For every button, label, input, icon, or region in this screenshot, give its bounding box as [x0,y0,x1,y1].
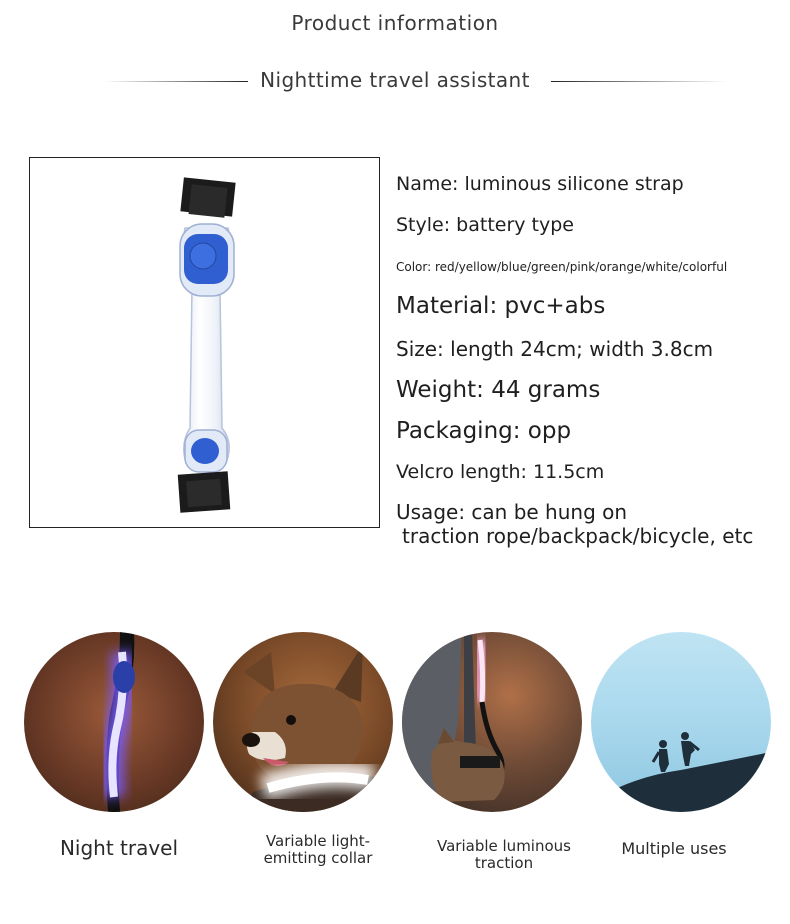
top-velcro-band [180,177,235,217]
page-title: Product information [291,11,499,35]
caption-multiple-uses: Multiple uses [621,839,727,858]
bottom-led-module [185,430,227,472]
spec-weight: Weight: 44 grams [396,377,601,403]
use-night-travel-image [24,632,204,812]
spec-usage-line1: Usage: can be hung on [396,500,628,524]
caption-light-collar-line1: Variable light- [265,832,371,850]
use-multiple-image [591,632,771,812]
spec-velcro-length: Velcro length: 11.5cm [396,461,605,483]
divider-right [551,81,727,82]
spec-style: Style: battery type [396,214,574,236]
hikers-silhouette-icon [591,632,771,812]
caption-luminous-traction-line1: Variable luminous [437,837,571,855]
page-subtitle: Nighttime travel assistant [260,68,530,92]
caption-luminous-traction-line2: traction [474,854,534,872]
caption-night-travel: Night travel [59,836,179,860]
top-led-module [180,224,234,296]
bottom-velcro-band [178,471,231,512]
product-image [29,157,380,528]
glowing-strap-icon [24,632,204,812]
caption-light-collar-line2: emitting collar [263,849,373,867]
dog-with-glowing-collar-icon [213,632,393,812]
spec-color: Color: red/yellow/blue/green/pink/orange/white/colorful [396,260,728,274]
use-leash-image [402,632,582,812]
spec-usage-line2: traction rope/backpack/bicycle, etc [402,524,754,548]
spec-material: Material: pvc+abs [396,293,606,319]
dog-on-glowing-leash-icon [402,632,582,812]
subtitle-row [0,68,790,96]
spec-name: Name: luminous silicone strap [396,173,684,195]
caption-light-collar [223,833,413,867]
caption-luminous-traction [409,838,599,872]
spec-size: Size: length 24cm; width 3.8cm [396,337,714,361]
led-silicone-strap-icon [30,158,379,527]
spec-packaging: Packaging: opp [396,418,572,444]
use-collar-image [213,632,393,812]
